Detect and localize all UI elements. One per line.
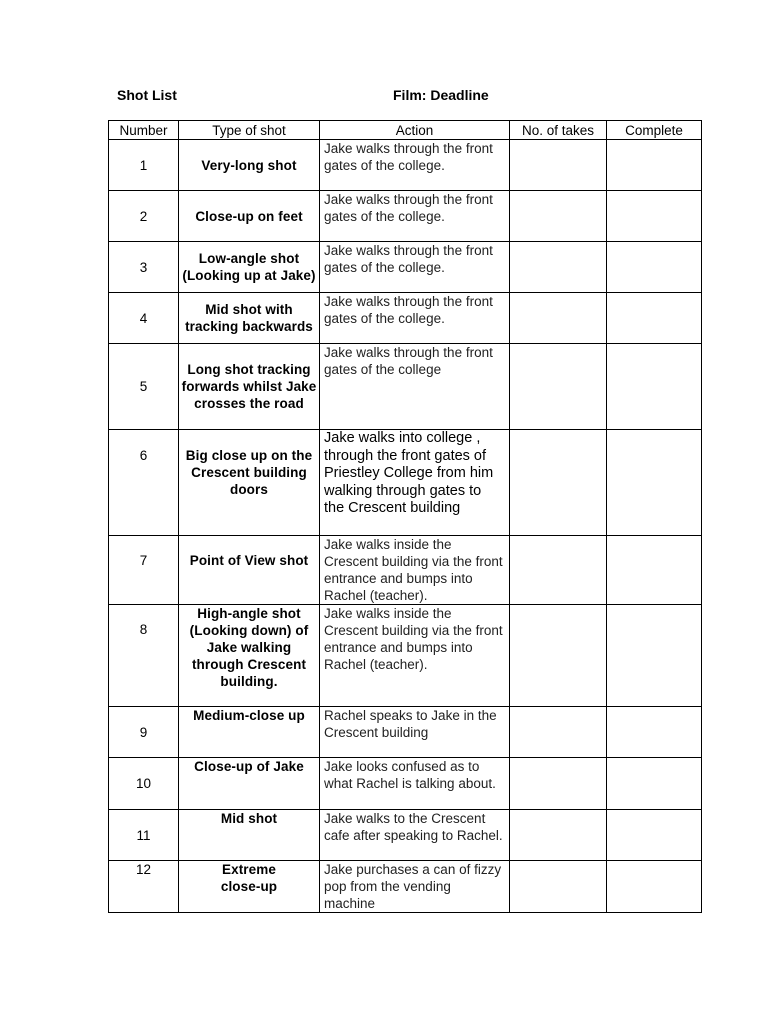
header-type-of-shot: Type of shot — [179, 121, 320, 140]
row-type-of-shot: Big close up on the Crescent building doors — [179, 430, 320, 536]
row-number: 1 — [109, 140, 179, 191]
table-header-row — [109, 121, 702, 140]
row-number: 10 — [109, 758, 179, 810]
row-number: 6 — [109, 430, 179, 536]
row-number: 7 — [109, 536, 179, 605]
row-action: Jake looks confused as to what Rachel is talking about. — [320, 758, 510, 810]
row-complete[interactable] — [607, 758, 702, 810]
row-action: Jake purchases a can of fizzy pop from the vending machine — [320, 861, 510, 913]
row-type-of-shot: Medium-close up — [179, 707, 320, 758]
row-action: Jake walks into college , through the front gates of Priestley College from him walking through gates to the Crescent building — [320, 430, 510, 536]
row-no-of-takes[interactable] — [510, 140, 607, 191]
row-number: 3 — [109, 242, 179, 293]
row-no-of-takes[interactable] — [510, 758, 607, 810]
row-type-of-shot: Close-up on feet — [179, 191, 320, 242]
row-number: 9 — [109, 707, 179, 758]
row-number: 5 — [109, 344, 179, 430]
row-no-of-takes[interactable] — [510, 707, 607, 758]
row-action: Jake walks through the front gates of the college. — [320, 242, 510, 293]
header-no-of-takes: No. of takes — [510, 121, 607, 140]
row-complete[interactable] — [607, 605, 702, 707]
document-header — [0, 87, 768, 107]
row-complete[interactable] — [607, 293, 702, 344]
row-number: 8 — [109, 605, 179, 707]
table-row — [109, 242, 702, 293]
row-complete[interactable] — [607, 430, 702, 536]
row-no-of-takes[interactable] — [510, 344, 607, 430]
row-complete[interactable] — [607, 140, 702, 191]
row-action: Rachel speaks to Jake in the Crescent building — [320, 707, 510, 758]
shot-list-table — [108, 120, 702, 913]
row-number: 4 — [109, 293, 179, 344]
row-type-of-shot: Close-up of Jake — [179, 758, 320, 810]
row-number: 2 — [109, 191, 179, 242]
row-action: Jake walks to the Crescent cafe after speaking to Rachel. — [320, 810, 510, 861]
row-no-of-takes[interactable] — [510, 191, 607, 242]
table-row — [109, 191, 702, 242]
document-title: Shot List — [117, 87, 177, 103]
row-no-of-takes[interactable] — [510, 605, 607, 707]
row-no-of-takes[interactable] — [510, 242, 607, 293]
row-type-of-shot: Point of View shot — [179, 536, 320, 605]
row-action: Jake walks through the front gates of the college. — [320, 293, 510, 344]
row-complete[interactable] — [607, 344, 702, 430]
table-row — [109, 605, 702, 707]
row-no-of-takes[interactable] — [510, 810, 607, 861]
table-row — [109, 810, 702, 861]
film-title: Film: Deadline — [393, 87, 489, 103]
row-number: 11 — [109, 810, 179, 861]
row-type-of-shot: Long shot tracking forwards whilst Jake crosses the road — [179, 344, 320, 430]
row-no-of-takes[interactable] — [510, 293, 607, 344]
row-type-of-shot: Low-angle shot (Looking up at Jake) — [179, 242, 320, 293]
header-number: Number — [109, 121, 179, 140]
table-row — [109, 707, 702, 758]
row-action: Jake walks through the front gates of the college. — [320, 140, 510, 191]
table-row — [109, 430, 702, 536]
header-complete: Complete — [607, 121, 702, 140]
table-row — [109, 758, 702, 810]
row-type-of-shot: Very-long shot — [179, 140, 320, 191]
row-number: 12 — [109, 861, 179, 913]
row-type-of-shot: Mid shot with tracking backwards — [179, 293, 320, 344]
table-row — [109, 344, 702, 430]
row-no-of-takes[interactable] — [510, 430, 607, 536]
row-no-of-takes[interactable] — [510, 861, 607, 913]
row-no-of-takes[interactable] — [510, 536, 607, 605]
table-row — [109, 293, 702, 344]
table-row — [109, 140, 702, 191]
row-complete[interactable] — [607, 536, 702, 605]
row-complete[interactable] — [607, 191, 702, 242]
row-action: Jake walks inside the Crescent building via the front entrance and bumps into Rachel (teacher). — [320, 536, 510, 605]
row-type-of-shot: High-angle shot (Looking down) of Jake walking through Crescent building. — [179, 605, 320, 707]
row-complete[interactable] — [607, 810, 702, 861]
row-action: Jake walks inside the Crescent building via the front entrance and bumps into Rachel (teacher). — [320, 605, 510, 707]
table-row — [109, 536, 702, 605]
row-complete[interactable] — [607, 707, 702, 758]
row-type-of-shot: Extreme close-up — [179, 861, 320, 913]
header-action: Action — [320, 121, 510, 140]
table-row — [109, 861, 702, 913]
row-action: Jake walks through the front gates of the college — [320, 344, 510, 430]
row-type-of-shot: Mid shot — [179, 810, 320, 861]
row-complete[interactable] — [607, 242, 702, 293]
row-complete[interactable] — [607, 861, 702, 913]
row-action: Jake walks through the front gates of the college. — [320, 191, 510, 242]
